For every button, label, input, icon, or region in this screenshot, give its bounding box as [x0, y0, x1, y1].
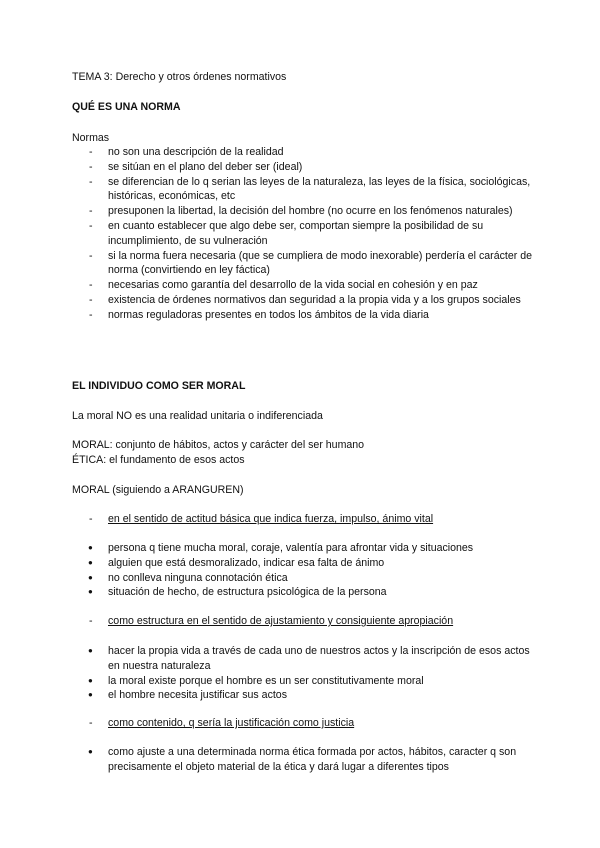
- sense-3-heading: - como contenido, q sería la justificación como justicia: [72, 716, 542, 731]
- aranguren-heading: MORAL (siguiendo a ARANGUREN): [72, 484, 244, 496]
- list-item: ● el hombre necesita justificar sus actos: [72, 688, 542, 703]
- list-item: ● como ajuste a una determinada norma ética formada por actos, hábitos, caracter q son precisamente el objeto material de la ética y dará lugar a diferentes tipos: [72, 745, 542, 775]
- sense-1-heading: - en el sentido de actitud básica que indica fuerza, impulso, ánimo vital: [72, 512, 542, 527]
- list-item: - presuponen la libertad, la decisión del hombre (no ocurre en los fenómenos naturales): [72, 204, 542, 219]
- moral-definition: MORAL: conjunto de hábitos, actos y carácter del ser humano: [72, 439, 365, 451]
- normas-label: Normas: [72, 132, 110, 144]
- list-item: ● alguien que está desmoralizado, indicar esa falta de ánimo: [72, 556, 542, 571]
- list-item: - en cuanto establecer que algo debe ser, comportan siempre la posibilidad de su incumplimiento, de su vulneración: [72, 219, 542, 249]
- list-item: - no son una descripción de la realidad: [72, 145, 542, 160]
- list-item: ● la moral existe porque el hombre es un ser constitutivamente moral: [72, 674, 542, 689]
- normas-list: [72, 145, 542, 323]
- sense-3-bullets: [72, 745, 542, 775]
- etica-definition: ÉTICA: el fundamento de esos actos: [72, 454, 245, 466]
- heading-que-es-una-norma: QUÉ ES UNA NORMA: [72, 101, 181, 113]
- list-item: ● hacer la propia vida a través de cada uno de nuestros actos y la inscripción de esos actos en nuestra naturaleza: [72, 644, 542, 674]
- list-item: - se sitúan en el plano del deber ser (ideal): [72, 160, 542, 175]
- sense-2-heading: - como estructura en el sentido de ajustamiento y consiguiente apropiación: [72, 614, 542, 629]
- list-item: ● no conlleva ninguna connotación ética: [72, 571, 542, 586]
- sense-1-bullets: [72, 541, 542, 600]
- list-item: - existencia de órdenes normativos dan seguridad a la propia vida y a los grupos sociales: [72, 293, 542, 308]
- list-item: - si la norma fuera necesaria (que se cumpliera de modo inexorable) perdería el carácter de norma (convirtiendo en ley fáctica): [72, 249, 542, 279]
- list-item: - normas reguladoras presentes en todos los ámbitos de la vida diaria: [72, 308, 542, 323]
- moral-not-unitary-text: La moral NO es una realidad unitaria o indiferenciada: [72, 410, 323, 422]
- sense-2-bullets: [72, 644, 542, 703]
- list-item: - necesarias como garantía del desarrollo de la vida social en cohesión y en paz: [72, 278, 542, 293]
- sense-1-list: [72, 512, 542, 527]
- sense-2-list: [72, 614, 542, 629]
- list-item: ● persona q tiene mucha moral, coraje, valentía para afrontar vida y situaciones: [72, 541, 542, 556]
- sense-3-list: [72, 716, 542, 731]
- document-title: TEMA 3: Derecho y otros órdenes normativos: [72, 71, 287, 83]
- list-item: - se diferencian de lo q serian las leyes de la naturaleza, las leyes de la física, sociológicas, históricas, económicas, etc: [72, 175, 542, 205]
- list-item: ● situación de hecho, de estructura psicológica de la persona: [72, 585, 542, 600]
- heading-individuo-ser-moral: EL INDIVIDUO COMO SER MORAL: [72, 380, 246, 392]
